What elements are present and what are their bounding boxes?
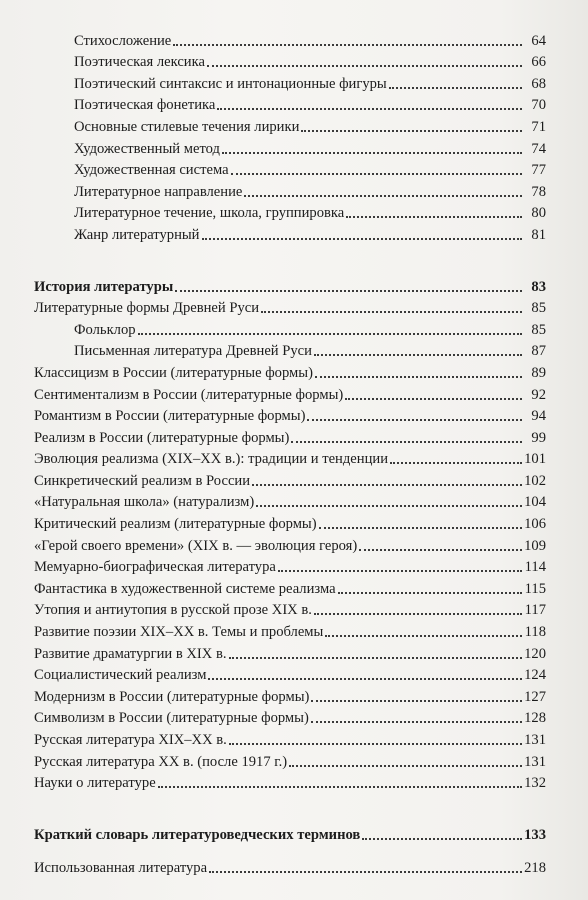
leader-dots xyxy=(311,700,522,702)
toc-entry-title: История литературы xyxy=(34,278,174,295)
toc-entry[interactable] xyxy=(34,28,546,50)
toc-entry[interactable] xyxy=(34,576,546,598)
leader-dots xyxy=(252,484,522,486)
leader-dots xyxy=(338,592,522,594)
toc-entry-title: Синкретический реализм в России xyxy=(34,472,251,489)
toc-entry-page: 85 xyxy=(531,300,546,317)
toc-entry[interactable] xyxy=(34,771,546,793)
toc-entry-page: 133 xyxy=(524,826,546,843)
toc-entry-title: Поэтическая лексика xyxy=(74,54,205,71)
toc-entry-page: 74 xyxy=(531,140,546,157)
toc-entry-page: 85 xyxy=(531,321,546,338)
toc-entry-page: 68 xyxy=(531,75,546,92)
toc-entry[interactable] xyxy=(34,727,546,749)
leader-dots xyxy=(359,549,522,551)
leader-dots xyxy=(261,311,522,313)
toc-entry[interactable] xyxy=(34,619,546,641)
toc-entry-page: 101 xyxy=(524,451,546,468)
toc-entry-page: 120 xyxy=(524,645,546,662)
toc-entry-title: Эволюция реализма (XIX–XX в.): традиции и тенденции xyxy=(34,451,388,468)
toc-entry-page: 117 xyxy=(524,602,546,619)
toc-entry[interactable] xyxy=(34,641,546,663)
toc-entry[interactable] xyxy=(34,179,546,201)
leader-dots xyxy=(289,765,522,767)
toc-entry-page: 99 xyxy=(531,429,546,446)
toc-entry-page: 104 xyxy=(524,494,546,511)
toc-entry[interactable] xyxy=(34,447,546,469)
toc-entry-title: Утопия и антиутопия в русской прозе XIX в. xyxy=(34,602,312,619)
toc-entry-title: Науки о литературе xyxy=(34,775,156,792)
toc-entry[interactable] xyxy=(34,296,546,318)
toc-section-theory xyxy=(34,28,546,244)
toc-section-history xyxy=(34,296,546,793)
toc-entry[interactable] xyxy=(34,158,546,180)
toc-entry[interactable] xyxy=(34,598,546,620)
toc-entry-page: 115 xyxy=(524,580,546,597)
leader-dots xyxy=(138,333,522,335)
toc-entry[interactable] xyxy=(34,360,546,382)
toc-entry-title: Поэтическая фонетика xyxy=(74,97,216,114)
toc-entry[interactable] xyxy=(34,468,546,490)
toc-entry-title: Развитие поэзии XIX–XX в. Темы и проблемы xyxy=(34,624,324,641)
leader-dots xyxy=(173,44,522,46)
leader-dots xyxy=(208,678,522,680)
leader-dots xyxy=(362,838,522,840)
toc-entry-title: Социалистический реализм xyxy=(34,667,207,684)
toc-entry-title: Романтизм в России (литературные формы) xyxy=(34,408,306,425)
toc-entry-page: 81 xyxy=(531,226,546,243)
toc-entry-page: 66 xyxy=(531,54,546,71)
toc-entry-title: Поэтический синтаксис и интонационные фигуры xyxy=(74,75,387,92)
leader-dots xyxy=(175,290,522,292)
leader-dots xyxy=(202,238,523,240)
toc-entry-page: 218 xyxy=(524,860,546,877)
toc-entry-title: Сентиментализм в России (литературные формы) xyxy=(34,386,344,403)
toc-entry[interactable] xyxy=(34,317,546,339)
toc-entry[interactable] xyxy=(34,93,546,115)
leader-dots xyxy=(345,398,522,400)
leader-dots xyxy=(314,354,522,356)
toc-entry[interactable] xyxy=(34,511,546,533)
toc-entry-title: Классицизм в России (литературные формы) xyxy=(34,364,313,381)
toc-entry[interactable] xyxy=(34,555,546,577)
leader-dots xyxy=(315,376,522,378)
toc-entry-page: 78 xyxy=(531,183,546,200)
toc-entry-title: Русская литература XX в. (после 1917 г.) xyxy=(34,753,288,770)
leader-dots xyxy=(314,613,522,615)
toc-entry[interactable] xyxy=(34,71,546,93)
toc-entry[interactable] xyxy=(34,663,546,685)
toc-entry-page: 106 xyxy=(524,516,546,533)
toc-entry[interactable] xyxy=(34,136,546,158)
toc-entry-page: 102 xyxy=(524,472,546,489)
toc-entry-title: «Натуральная школа» (натурализм) xyxy=(34,494,255,511)
leader-dots xyxy=(319,527,522,529)
toc-entry-title: Фольклор xyxy=(74,321,136,338)
toc-entry-page: 80 xyxy=(531,205,546,222)
leader-dots xyxy=(307,419,522,421)
toc-entry[interactable] xyxy=(34,114,546,136)
toc-entry-page: 83 xyxy=(531,278,546,295)
toc-entry-title: Художественный метод xyxy=(74,140,220,157)
toc-entry-page: 118 xyxy=(524,624,546,641)
toc-entry[interactable] xyxy=(34,706,546,728)
toc-entry-page: 94 xyxy=(531,408,546,425)
toc-entry[interactable] xyxy=(34,749,546,771)
toc-entry-title: Художественная система xyxy=(74,162,229,179)
toc-entry-page: 131 xyxy=(524,732,546,748)
leader-dots xyxy=(291,441,522,443)
toc-entry-title: Критический реализм (литературные формы) xyxy=(34,516,317,533)
toc-entry-title: Модернизм в России (литературные формы) xyxy=(34,688,310,705)
leader-dots xyxy=(229,657,522,659)
toc-entry[interactable] xyxy=(34,684,546,706)
toc-entry-title: Письменная литература Древней Руси xyxy=(74,343,312,360)
toc-entry-page: 92 xyxy=(531,386,546,403)
toc-entry-title: Символизм в России (литературные формы) xyxy=(34,710,309,727)
toc-entry[interactable] xyxy=(34,339,546,361)
toc-entry-title: Развитие драматургии в XIX в. xyxy=(34,645,227,662)
toc-entry-page: 70 xyxy=(531,97,546,114)
toc-entry-page: 71 xyxy=(531,118,546,135)
toc-entry-page: 64 xyxy=(531,32,546,49)
toc-entry-page: 109 xyxy=(524,537,546,554)
toc-entry-title: Литературное течение, школа, группировка xyxy=(74,205,345,222)
toc-entry-title: Русская литература XIX–XX в. xyxy=(34,732,227,748)
toc-entry[interactable] xyxy=(34,201,546,223)
toc-entry-title: Литературное направление xyxy=(74,183,243,200)
leader-dots xyxy=(311,721,522,723)
leader-dots xyxy=(346,216,522,218)
toc-entry-title: Жанр литературный xyxy=(74,226,200,243)
toc-entry[interactable] xyxy=(34,425,546,447)
toc-heading-dictionary[interactable] xyxy=(34,822,546,844)
leader-dots xyxy=(256,505,522,507)
leader-dots xyxy=(217,108,522,110)
toc-entry-title: Мемуарно-биографическая литература xyxy=(34,559,276,576)
toc-entry-page: 131 xyxy=(524,753,546,770)
toc-entry-title: Фантастика в художественной системе реализма xyxy=(34,580,336,597)
toc-entry-title: Реализм в России (литературные формы) xyxy=(34,429,290,446)
toc-entry[interactable] xyxy=(34,382,546,404)
leader-dots xyxy=(301,130,522,132)
leader-dots xyxy=(222,152,522,154)
leader-dots xyxy=(244,195,522,197)
leader-dots xyxy=(231,173,522,175)
toc-entry[interactable] xyxy=(34,404,546,426)
leader-dots xyxy=(209,871,522,873)
leader-dots xyxy=(158,786,522,788)
table-of-contents xyxy=(34,28,546,877)
toc-entry-title: Стихосложение xyxy=(74,32,172,49)
toc-entry[interactable] xyxy=(34,222,546,244)
leader-dots xyxy=(390,462,522,464)
leader-dots xyxy=(229,743,522,745)
leader-dots xyxy=(278,570,522,572)
toc-entry-page: 89 xyxy=(531,364,546,381)
leader-dots xyxy=(325,635,522,637)
toc-heading-history[interactable] xyxy=(34,274,546,296)
toc-entry-page: 127 xyxy=(524,688,546,705)
toc-entry-page: 87 xyxy=(531,343,546,360)
toc-entry-page: 124 xyxy=(524,667,546,684)
toc-entry[interactable] xyxy=(34,50,546,72)
toc-entry-title: Краткий словарь литературоведческих терминов xyxy=(34,826,361,843)
toc-entry-page: 128 xyxy=(524,710,546,727)
toc-entry-references[interactable] xyxy=(34,856,546,878)
leader-dots xyxy=(207,65,522,67)
toc-entry-title: «Герой своего времени» (XIX в. — эволюция героя) xyxy=(34,537,358,554)
toc-entry-page: 114 xyxy=(524,559,546,576)
toc-entry[interactable] xyxy=(34,490,546,512)
toc-entry-page: 132 xyxy=(524,775,546,792)
leader-dots xyxy=(389,87,522,89)
toc-entry[interactable] xyxy=(34,533,546,555)
toc-entry-page: 77 xyxy=(531,162,546,179)
toc-entry-title: Основные стилевые течения лирики xyxy=(74,118,300,135)
toc-entry-title: Литературные формы Древней Руси xyxy=(34,300,260,317)
toc-entry-title: Использованная литература xyxy=(34,860,208,877)
